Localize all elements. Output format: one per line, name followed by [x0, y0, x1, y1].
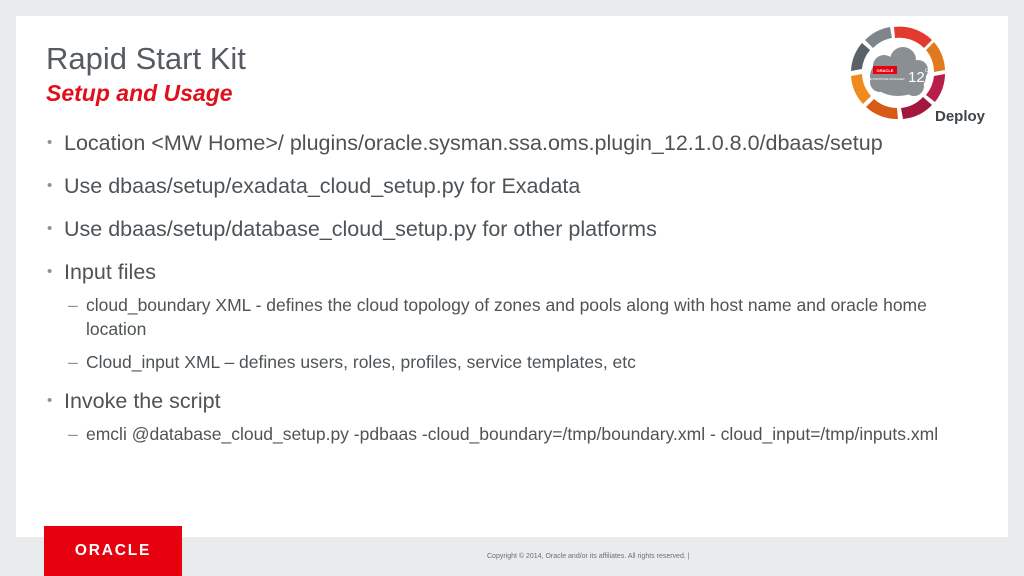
bullet-dot-icon: •	[47, 177, 53, 194]
bullet-dot-icon: •	[47, 134, 53, 151]
bullet-dot-icon: •	[47, 392, 53, 409]
page-subtitle: Setup and Usage	[46, 80, 233, 106]
oracle-logo-text: ORACLE	[74, 542, 152, 559]
bullet-dot-icon: •	[47, 263, 53, 280]
sub-list-item	[44, 350, 984, 374]
svg-text:ORACLE: ORACLE	[876, 68, 894, 73]
dash-icon: –	[68, 424, 78, 444]
sub-text-cloud-input: Cloud_input XML – defines users, roles, profiles, service templates, etc	[86, 352, 636, 372]
sub-text-cloud-boundary: cloud_boundary XML - defines the cloud topology of zones and pools along with host name and oracle home location	[86, 295, 927, 339]
bullet-text-exadata: Use dbaas/setup/exadata_cloud_setup.py for Exadata	[64, 174, 581, 198]
list-item	[44, 128, 984, 158]
dash-icon: –	[68, 352, 78, 372]
bullet-text-other-platforms: Use dbaas/setup/database_cloud_setup.py for other platforms	[64, 217, 657, 241]
sub-list-container	[44, 422, 984, 446]
svg-text:ENTERPRISE MANAGER: ENTERPRISE MANAGER	[869, 77, 905, 81]
oracle-logo	[44, 526, 182, 576]
sub-text-emcli-command: emcli @database_cloud_setup.py -pdbaas -cloud_boundary=/tmp/boundary.xml - cloud_input=/tmp/inputs.xml	[86, 424, 939, 444]
bullet-list	[44, 128, 984, 458]
page-title: Rapid Start Kit	[46, 41, 246, 76]
sub-list-container	[44, 293, 984, 374]
sub-list-item	[44, 422, 984, 446]
bullet-text-location: Location <MW Home>/ plugins/oracle.sysman.ssa.oms.plugin_12.1.0.8.0/dbaas/setup	[64, 131, 883, 155]
bullet-text-invoke: Invoke the script	[64, 389, 221, 413]
dash-icon: –	[68, 295, 78, 315]
sub-list-item	[44, 293, 984, 341]
list-item	[44, 386, 984, 416]
svg-text:12: 12	[908, 69, 925, 86]
sub-list	[44, 422, 984, 446]
list-item	[44, 257, 984, 287]
list-item	[44, 214, 984, 244]
bullet-text-input-files: Input files	[64, 260, 157, 284]
list-item	[44, 171, 984, 201]
svg-text:c: c	[925, 68, 928, 74]
deploy-label: Deploy	[935, 108, 986, 125]
bullet-dot-icon: •	[47, 220, 53, 237]
sub-list	[44, 293, 984, 374]
copyright-notice: Copyright © 2014, Oracle and/or its affiliates. All rights reserved. |	[487, 553, 690, 560]
